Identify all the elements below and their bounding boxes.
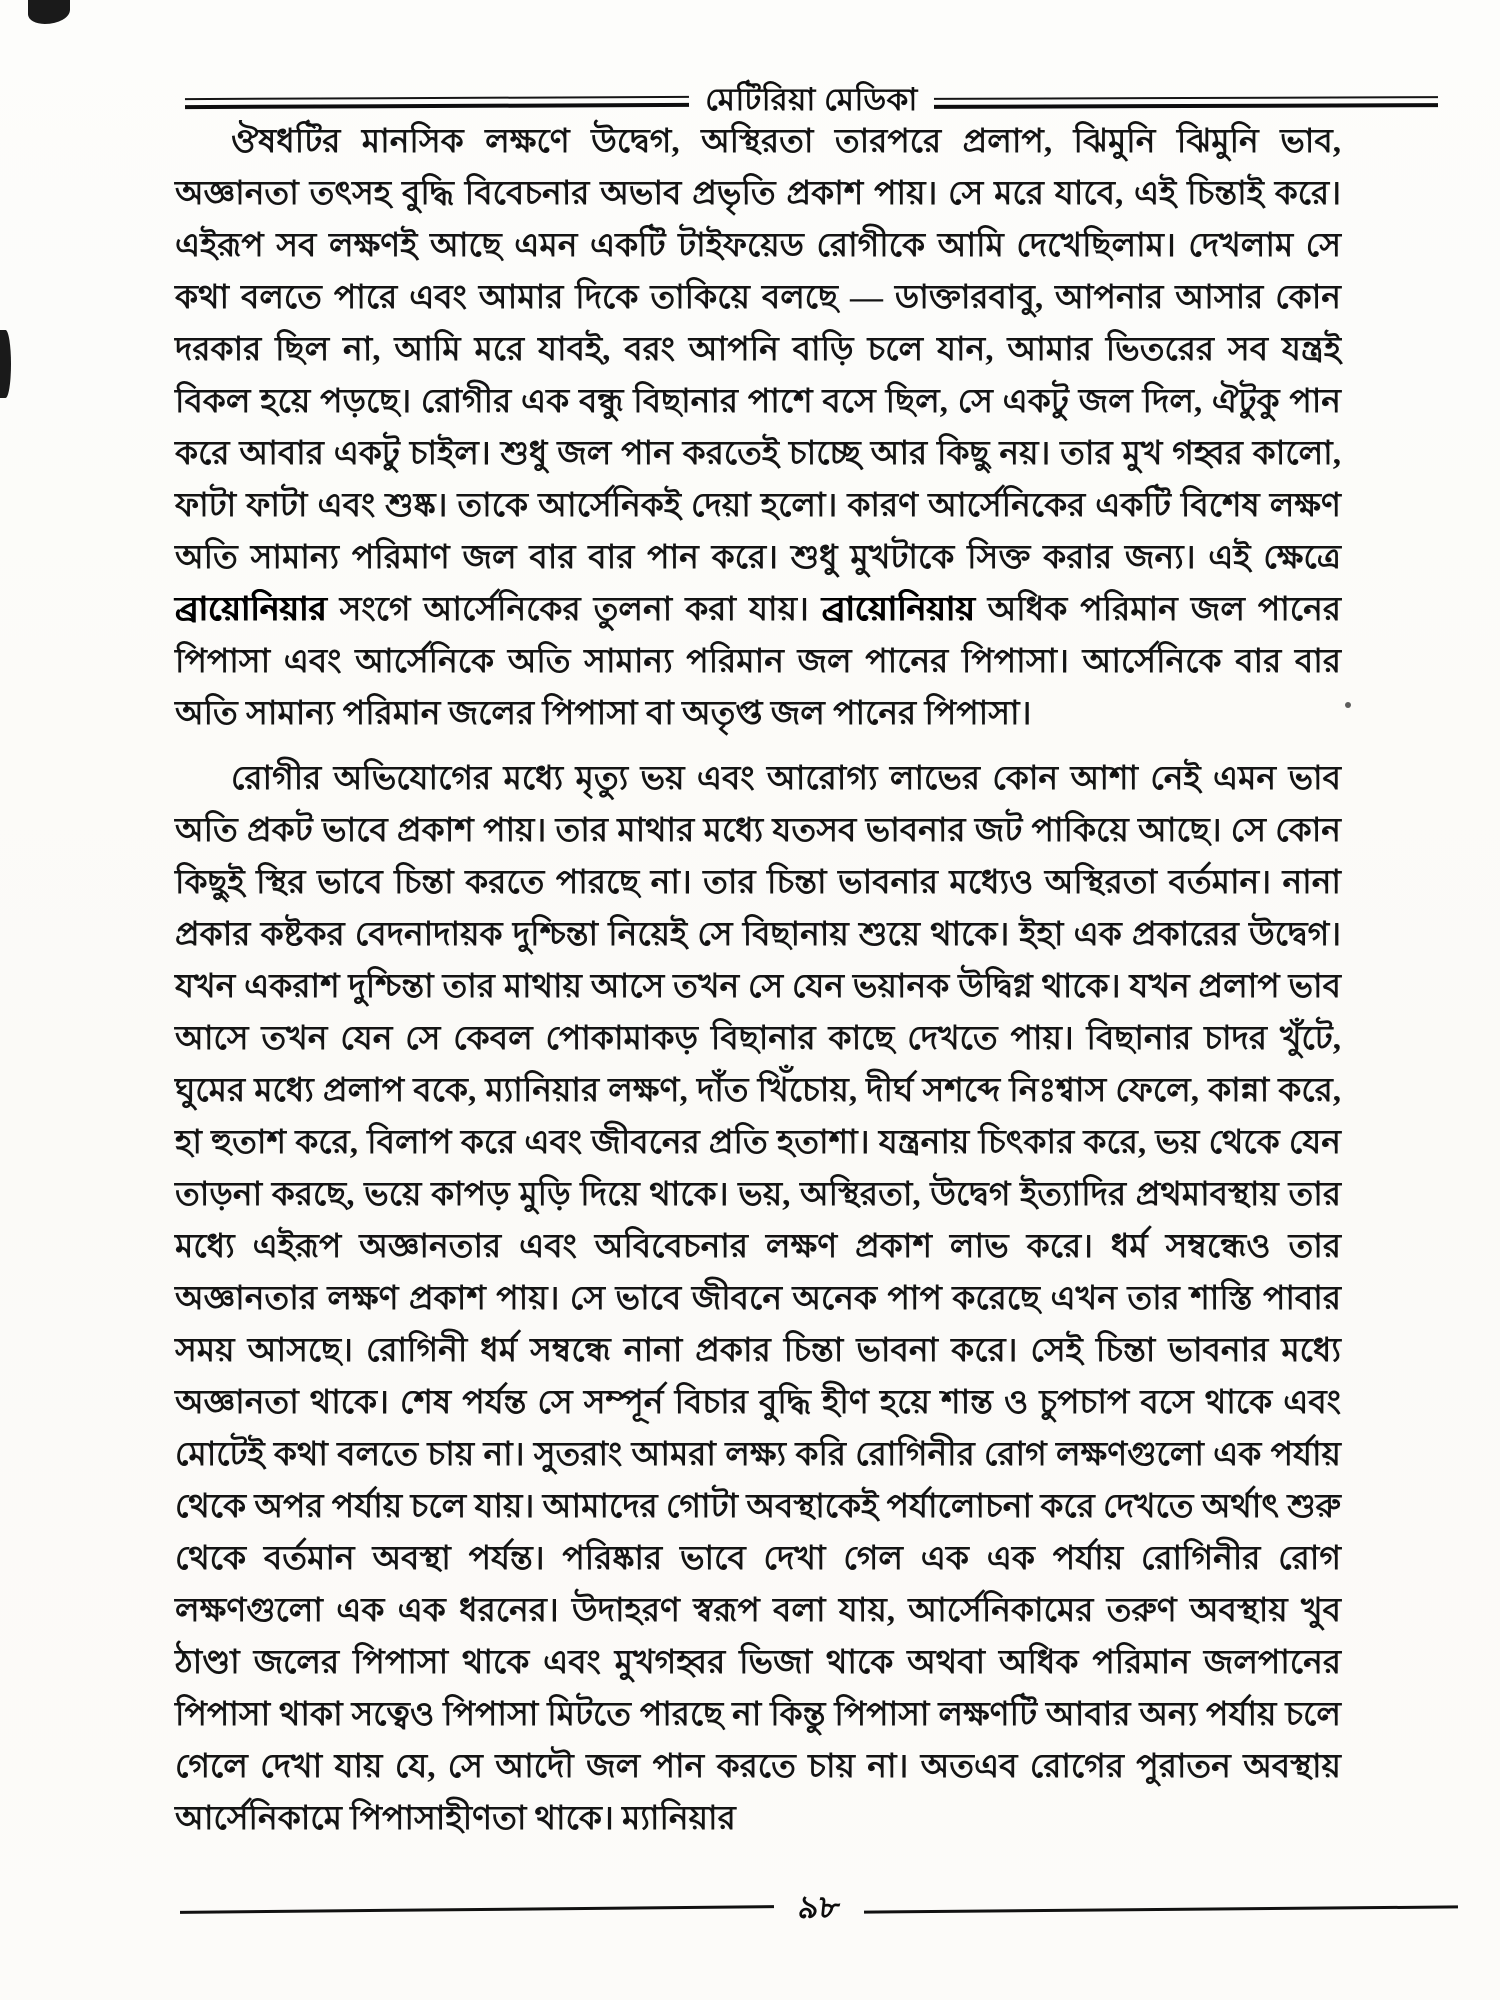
remedy-name-bryonia-1: ব্রায়োনিয়ার	[175, 592, 327, 628]
paragraph-1-text-tail: অধিক পরিমান জল পানের পিপাসা এবং আর্সেনিকে অতি সামান্য পরিমান জল পানের পিপাসা। আর্সেনিকে বার বার অতি সামান্য পরিমান জলের পিপাসা বা অতৃপ্ত জল পানের পিপাসা।	[175, 592, 1341, 732]
scan-smudge-top-left	[28, 0, 70, 24]
page-number: ৯৮	[796, 1889, 842, 1925]
page-footer	[180, 1882, 1458, 1936]
body-text	[175, 116, 1341, 1845]
footer-rule-left	[180, 1905, 774, 1914]
remedy-name-bryonia-2: ব্রায়োনিয়ায়	[821, 592, 975, 628]
paragraph-1-text-mid: সংগে আর্সেনিকের তুলনা করা যায়।	[326, 592, 822, 628]
scan-speck	[1345, 702, 1351, 708]
paragraph-1-text: ঔষধটির মানসিক লক্ষণে উদ্বেগ, অস্থিরতা তারপরে প্রলাপ, ঝিমুনি ঝিমুনি ভাব, অজ্ঞানতা তৎসহ বুদ্ধি বিবেচনার অভাব প্রভৃতি প্রকাশ পায়। সে মরে যাবে, এই চিন্তাই করে। এইরূপ সব লক্ষণই আছে এমন একটি টাইফয়েড রোগীকে আমি দেখেছিলাম। দেখলাম সে কথা বলতে পারে এবং আমার দিকে তাকিয়ে বলছে — ডাক্তারবাবু, আপনার আসার কোন দরকার ছিল না, আমি মরে যাবই, বরং আপনি বাড়ি চলে যান, আমার ভিতরের সব যন্ত্রই বিকল হয়ে পড়ছে। রোগীর এক বন্ধু বিছানার পাশে বসে ছিল, সে একটু জল দিল, ঐটুকু পান করে আবার একটু চাইল। শুধু জল পান করতেই চাচ্ছে আর কিছু নয়। তার মুখ গহ্বর কালো, ফাটা ফাটা এবং শুষ্ক। তাকে আর্সেনিকই দেয়া হলো। কারণ আর্সেনিকের একটি বিশেষ লক্ষণ অতি সামান্য পরিমাণ জল বার বার পান করে। শুধু মুখটাকে সিক্ত করার জন্য। এই ক্ষেত্রে	[175, 124, 1341, 576]
paragraph-1	[175, 116, 1341, 740]
header-rule-left	[185, 95, 689, 108]
header-rule-right	[934, 96, 1438, 109]
paragraph-2-text: রোগীর অভিযোগের মধ্যে মৃত্যু ভয় এবং আরোগ্য লাভের কোন আশা নেই এমন ভাব অতি প্রকট ভাবে প্রকাশ পায়। তার মাথার মধ্যে যতসব ভাবনার জট পাকিয়ে আছে। সে কোন কিছুই স্থির ভাবে চিন্তা করতে পারছে না। তার চিন্তা ভাবনার মধ্যেও অস্থিরতা বর্তমান। নানা প্রকার কষ্টকর বেদনাদায়ক দুশ্চিন্তা নিয়েই সে বিছানায় শুয়ে থাকে। ইহা এক প্রকারের উদ্বেগ। যখন একরাশ দুশ্চিন্তা তার মাথায় আসে তখন সে যেন ভয়ানক উদ্বিগ্ন থাকে। যখন প্রলাপ ভাব আসে তখন যেন সে কেবল পোকামাকড় বিছানার কাছে দেখতে পায়। বিছানার চাদর খুঁটে, ঘুমের মধ্যে প্রলাপ বকে, ম্যানিয়ার লক্ষণ, দাঁত খিঁচোয়, দীর্ঘ সশব্দে নিঃশ্বাস ফেলে, কান্না করে, হা হুতাশ করে, বিলাপ করে এবং জীবনের প্রতি হতাশা। যন্ত্রনায় চিৎকার করে, ভয় থেকে যেন তাড়না করছে, ভয়ে কাপড় মুড়ি দিয়ে থাকে। ভয়, অস্থিরতা, উদ্বেগ ইত্যাদির প্রথমাবস্থায় তার মধ্যে এইরূপ অজ্ঞানতার এবং অবিবেচনার লক্ষণ প্রকাশ লাভ করে। ধর্ম সম্বন্ধেও তার অজ্ঞানতার লক্ষণ প্রকাশ পায়। সে ভাবে জীবনে অনেক পাপ করেছে এখন তার শাস্তি পাবার সময় আসছে। রোগিনী ধর্ম সম্বন্ধে নানা প্রকার চিন্তা ভাবনা করে। সেই চিন্তা ভাবনার মধ্যে অজ্ঞানতা থাকে। শেষ পর্যন্ত সে সম্পূর্ন বিচার বুদ্ধি হীণ হয়ে শান্ত ও চুপচাপ বসে থাকে এবং মোটেই কথা বলতে চায় না। সুতরাং আমরা লক্ষ্য করি রোগিনীর রোগ লক্ষণগুলো এক পর্যায় থেকে অপর পর্যায় চলে যায়। আমাদের গোটা অবস্থাকেই পর্যালোচনা করে দেখতে অর্থাৎ শুরু থেকে বর্তমান অবস্থা পর্যন্ত। পরিষ্কার ভাবে দেখা গেল এক এক পর্যায় রোগিনীর রোগ লক্ষণগুলো এক এক ধরনের। উদাহরণ স্বরূপ বলা যায়, আর্সেনিকামের তরুণ অবস্থায় খুব ঠাণ্ডা জলের পিপাসা থাকে এবং মুখগহ্বর ভিজা থাকে অথবা অধিক পরিমান জলপানের পিপাসা থাকা সত্বেও পিপাসা মিটতে পারছে না কিন্তু পিপাসা লক্ষণটি আবার অন্য পর্যায় চলে গেলে দেখা যায় যে, সে আদৌ জল পান করতে চায় না। অতএব রোগের পুরাতন অবস্থায় আর্সেনিকামে পিপাসাহীণতা থাকে। ম্যানিয়ার	[175, 761, 1341, 1837]
page-title: মেটিরিয়া মেডিকা	[705, 82, 918, 117]
paragraph-2	[175, 753, 1341, 1845]
footer-rule-right	[864, 1905, 1458, 1913]
scan-smudge-left-edge	[0, 330, 11, 398]
